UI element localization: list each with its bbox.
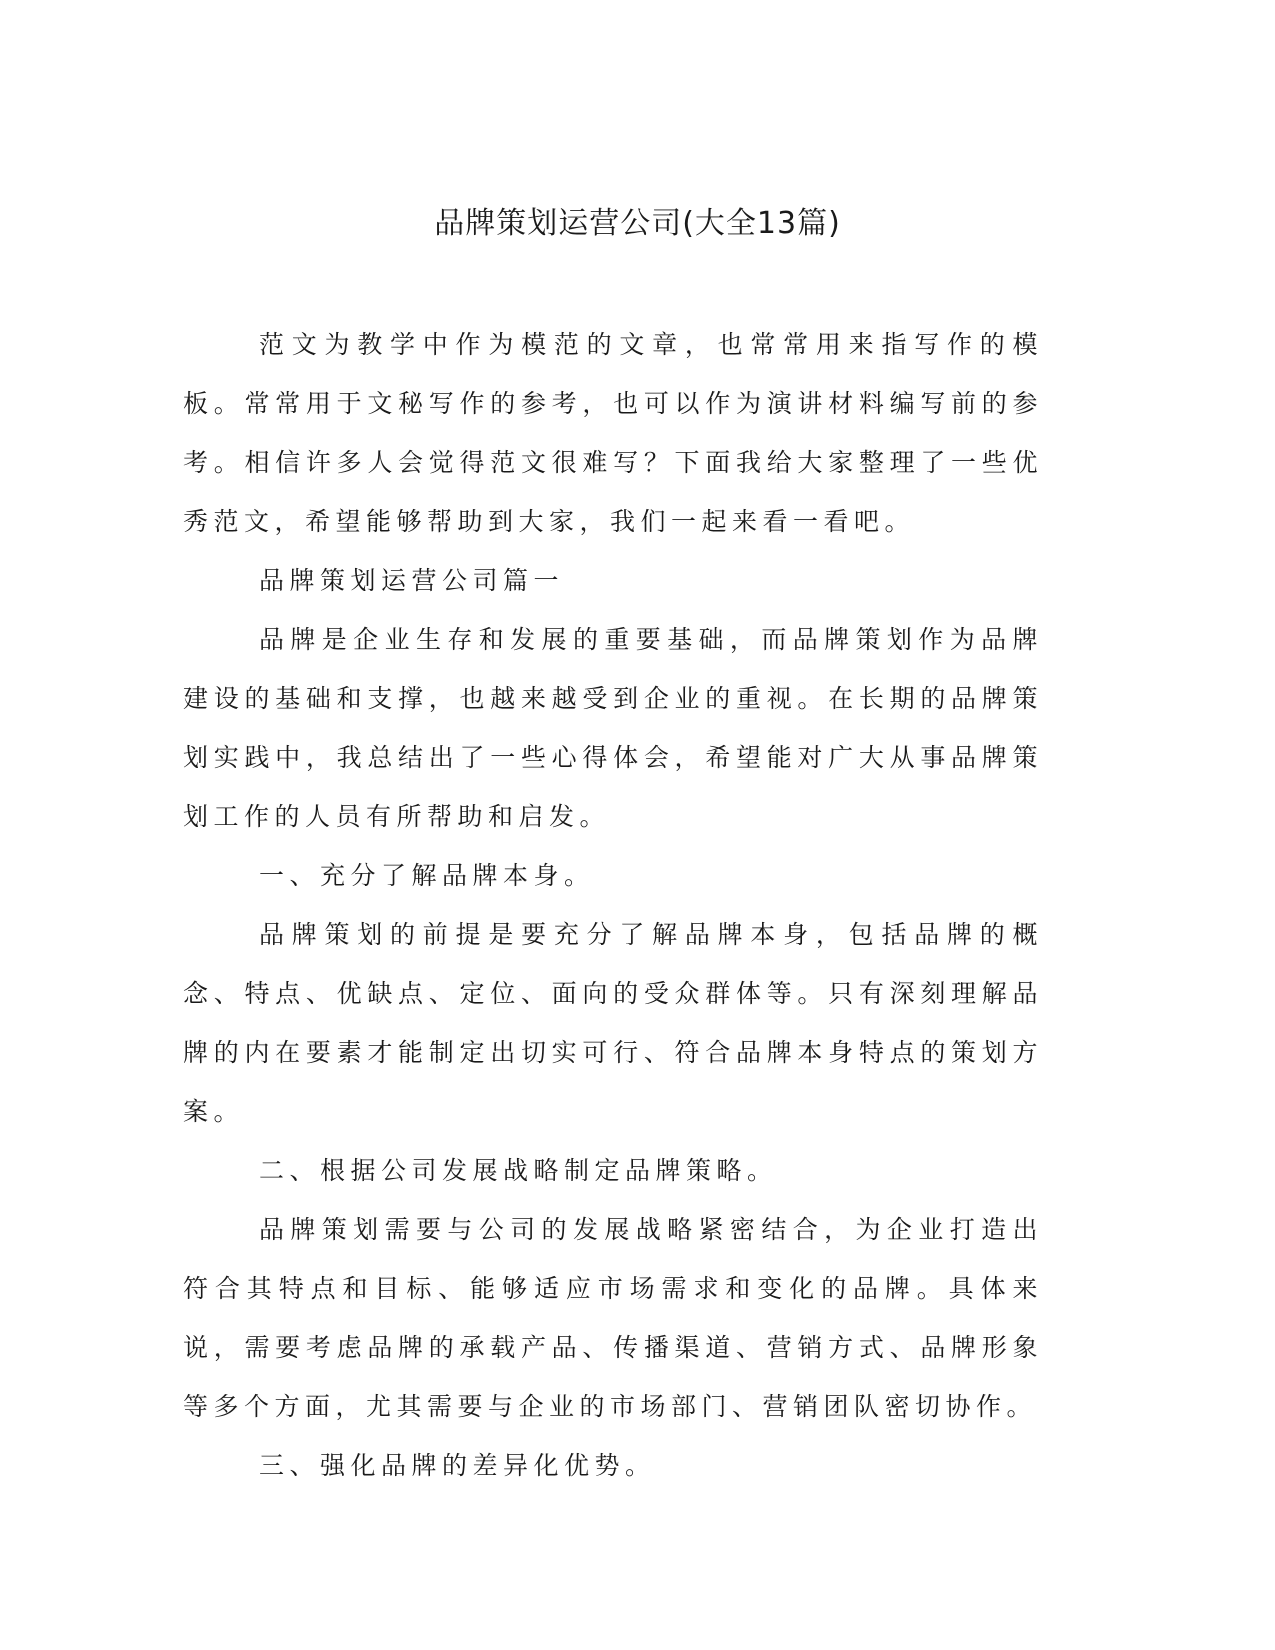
section-heading: 品牌策划运营公司篇一 <box>259 566 565 595</box>
intro-paragraph: 范文为教学中作为模范的文章，也常常用来指写作的模板。常常用于文秘写作的参考，也可以作为演讲材料编写前的参考。相信许多人会觉得范文很难写？下面我给大家整理了一些优秀范文，希望能够帮助到大家，我们一起来看一看吧。 <box>183 330 1043 536</box>
document-body <box>183 315 1043 1495</box>
body-paragraph: 品牌是企业生存和发展的重要基础，而品牌策划作为品牌建设的基础和支撑，也越来越受到企业的重视。在长期的品牌策划实践中，我总结出了一些心得体会，希望能对广大从事品牌策划工作的人员有所帮助和启发。 <box>183 625 1043 831</box>
body-paragraph: 品牌策划需要与公司的发展战略紧密结合，为企业打造出符合其特点和目标、能够适应市场需求和变化的品牌。具体来说，需要考虑品牌的承载产品、传播渠道、营销方式、品牌形象等多个方面，尤其需要与企业的市场部门、营销团队密切协作。 <box>183 1215 1043 1421</box>
point-heading: 三、强化品牌的差异化优势。 <box>259 1451 656 1480</box>
point-heading: 二、根据公司发展战略制定品牌策略。 <box>259 1156 778 1185</box>
body-paragraph: 品牌策划的前提是要充分了解品牌本身，包括品牌的概念、特点、优缺点、定位、面向的受众群体等。只有深刻理解品牌的内在要素才能制定出切实可行、符合品牌本身特点的策划方案。 <box>183 920 1043 1126</box>
document-title: 品牌策划运营公司(大全13篇) <box>434 206 841 241</box>
point-heading: 一、充分了解品牌本身。 <box>259 861 595 890</box>
